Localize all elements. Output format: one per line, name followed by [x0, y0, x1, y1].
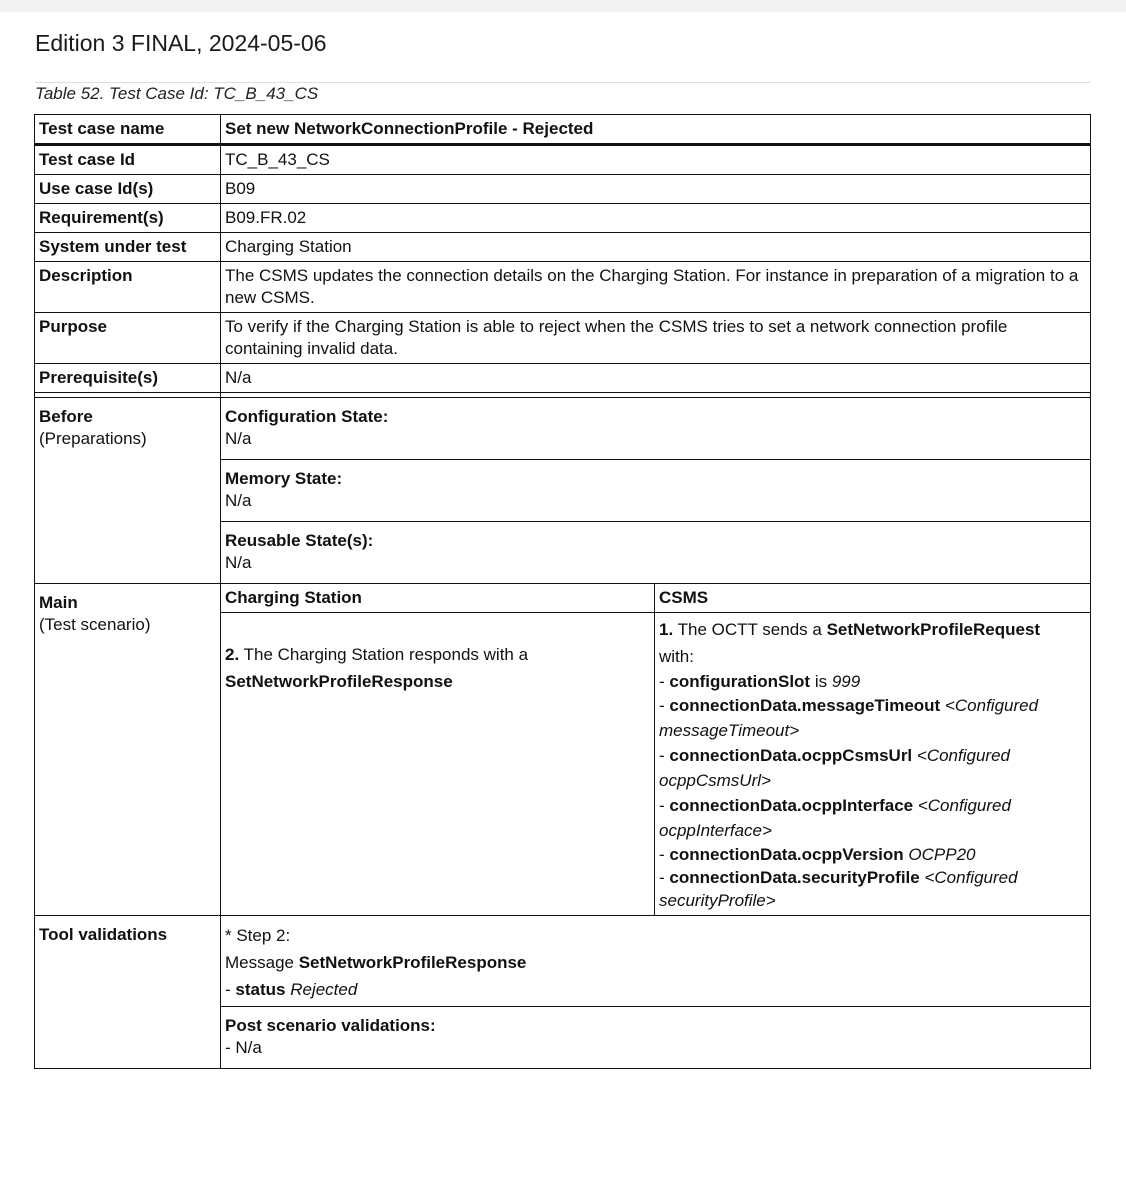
row-label: Purpose: [35, 313, 221, 364]
divider: [35, 82, 1090, 83]
column-charging-station: Charging Station: [221, 584, 655, 613]
table-row: [35, 115, 1091, 145]
table-row: [35, 145, 1091, 175]
step-number: 1.: [659, 620, 674, 639]
post-value: - N/a: [225, 1038, 262, 1057]
prerequisites: N/a: [221, 364, 1091, 393]
top-bar: [0, 0, 1126, 12]
field-name: configurationSlot: [669, 672, 811, 691]
row-label: Prerequisite(s): [35, 364, 221, 393]
request-field: - configurationSlot is 999: [659, 672, 861, 691]
step-text: with:: [659, 647, 694, 666]
step-number: 2.: [225, 645, 240, 664]
table-row: [35, 262, 1091, 313]
state-value: N/a: [225, 553, 252, 572]
field-name: connectionData.ocppVersion: [669, 845, 904, 864]
message-name: SetNetworkProfileResponse: [225, 672, 453, 691]
message-name: SetNetworkProfileRequest: [826, 620, 1041, 639]
test-case-table: [34, 114, 1091, 1069]
request-field: - connectionData.ocppCsmsUrl <Configured ocppCsmsUrl>: [659, 746, 1010, 790]
step-text: The OCTT sends a: [673, 620, 827, 639]
state-value: N/a: [225, 429, 252, 448]
row-label: Test case Id: [35, 145, 221, 175]
before-subtitle: (Preparations): [39, 429, 147, 448]
purpose: To verify if the Charging Station is able to reject when the CSMS tries to set a network connection profile containing invalid data.: [221, 313, 1091, 364]
state-title: Configuration State:: [225, 407, 389, 426]
configuration-state: [221, 398, 1091, 460]
tool-validations-label: Tool validations: [35, 916, 221, 1069]
row-label: Requirement(s): [35, 204, 221, 233]
document-edition: Edition 3 FINAL, 2024-05-06: [35, 30, 327, 56]
table-row: [35, 175, 1091, 204]
before-title: Before: [39, 407, 93, 426]
memory-state: [221, 460, 1091, 522]
test-case-name: Set new NetworkConnectionProfile - Rejected: [221, 115, 1091, 145]
requirements: B09.FR.02: [221, 204, 1091, 233]
post-title: Post scenario validations:: [225, 1016, 436, 1035]
request-field: - connectionData.ocppVersion OCPP20: [659, 845, 976, 864]
main-title: Main: [39, 593, 78, 612]
system-under-test: Charging Station: [221, 233, 1091, 262]
table-row: [35, 584, 1091, 613]
table-row: [35, 398, 1091, 460]
field-value: 999: [831, 672, 861, 691]
field-sep: is: [810, 672, 832, 691]
validation-step: * Step 2:: [225, 926, 291, 945]
state-title: Memory State:: [225, 469, 343, 488]
field-name: status: [235, 980, 286, 999]
row-label: Use case Id(s): [35, 175, 221, 204]
reusable-state: [221, 522, 1091, 584]
table-row: [35, 204, 1091, 233]
table-row: [35, 313, 1091, 364]
message-name: SetNetworkProfileResponse: [298, 953, 527, 972]
field-value: <Configured securityProfile>: [659, 868, 1018, 910]
field-name: connectionData.ocppCsmsUrl: [669, 746, 913, 765]
validation-text: -: [225, 980, 236, 999]
before-label: [35, 398, 221, 584]
field-value: <Configured messageTimeout>: [659, 696, 1039, 740]
table-row: [35, 364, 1091, 393]
test-case-id: TC_B_43_CS: [221, 145, 1091, 175]
row-label: Description: [35, 262, 221, 313]
table-row: [35, 916, 1091, 1007]
request-field: - connectionData.securityProfile <Configured securityProfile>: [659, 868, 1018, 910]
step-1: [655, 613, 1091, 916]
state-title: Reusable State(s):: [225, 531, 374, 550]
tool-validations: [221, 916, 1091, 1007]
main-label: [35, 584, 221, 916]
description: The CSMS updates the connection details on the Charging Station. For instance in preparation of a migration to a new CSMS.: [221, 262, 1091, 313]
request-field: - connectionData.messageTimeout <Configured messageTimeout>: [659, 696, 1039, 740]
table-row: [35, 233, 1091, 262]
request-fields: [659, 670, 1086, 912]
row-label: Test case name: [35, 115, 221, 145]
request-field: - connectionData.ocppInterface <Configured ocppInterface>: [659, 796, 1011, 840]
state-value: N/a: [225, 491, 252, 510]
table-caption: Table 52. Test Case Id: TC_B_43_CS: [35, 84, 319, 103]
post-scenario-validations: [221, 1007, 1091, 1069]
row-label: System under test: [35, 233, 221, 262]
field-value: Rejected: [290, 980, 358, 999]
column-csms: CSMS: [655, 584, 1091, 613]
field-name: connectionData.securityProfile: [669, 868, 920, 887]
step-2: [221, 613, 655, 916]
field-value: <Configured ocppCsmsUrl>: [659, 746, 1010, 790]
field-value: <Configured ocppInterface>: [659, 796, 1011, 840]
field-value: OCPP20: [908, 845, 976, 864]
validation-text: Message: [225, 953, 299, 972]
field-name: connectionData.messageTimeout: [669, 696, 941, 715]
use-case-id: B09: [221, 175, 1091, 204]
main-subtitle: (Test scenario): [39, 615, 151, 634]
field-name: connectionData.ocppInterface: [669, 796, 914, 815]
step-text: The Charging Station responds with a: [239, 645, 529, 664]
